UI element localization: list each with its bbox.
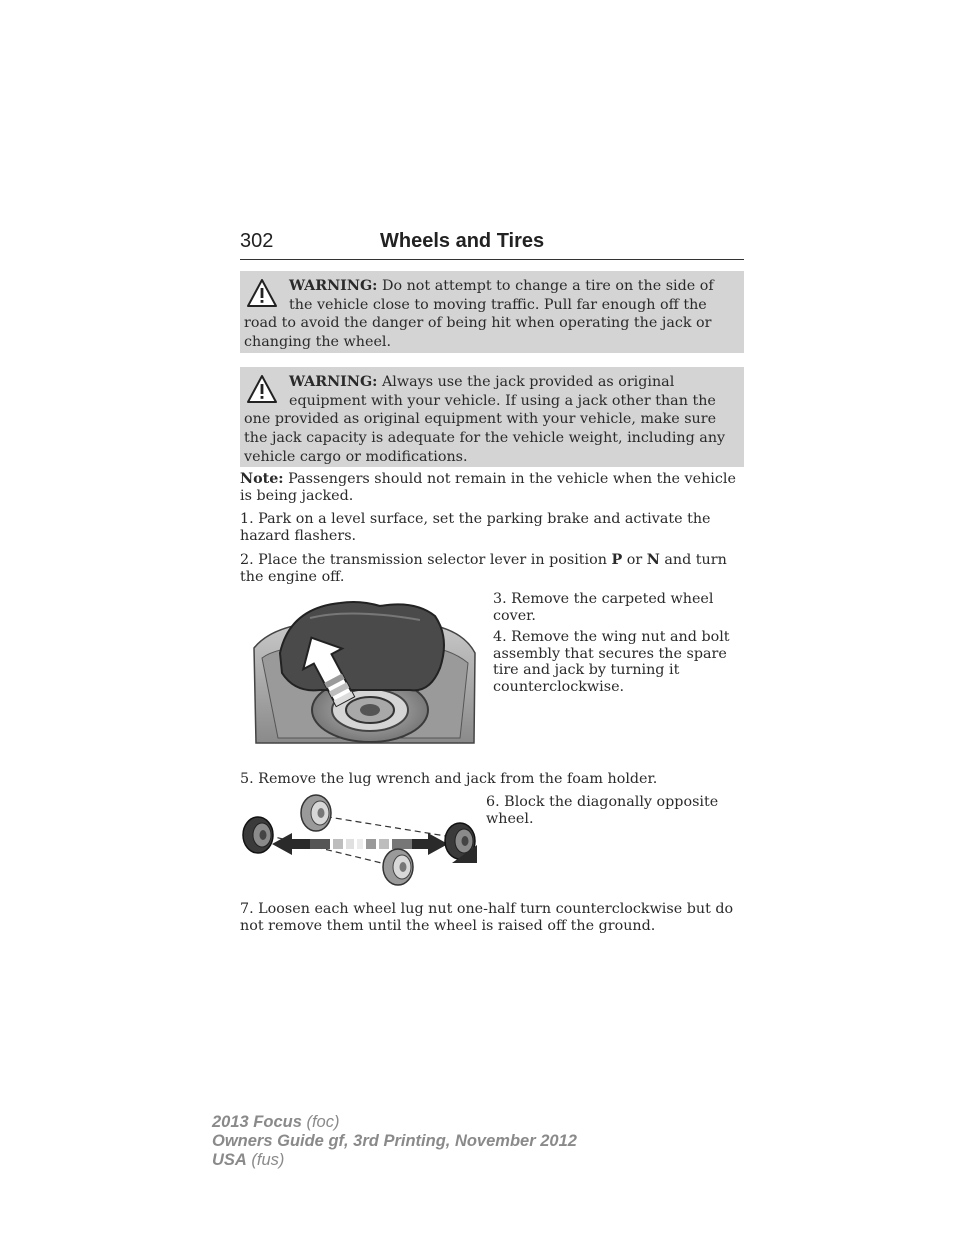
footer-market-code: (fus) bbox=[246, 1151, 285, 1169]
step-1: 1. Park on a level surface, set the parking brake and activate the hazard flashers. bbox=[240, 511, 711, 544]
gear-p: P bbox=[611, 552, 623, 568]
wheel-front-right bbox=[301, 795, 331, 831]
step-2 bbox=[240, 552, 744, 585]
footer-model-code: (foc) bbox=[301, 1113, 340, 1131]
step-6: 6. Block the diagonally opposite wheel. bbox=[486, 794, 719, 827]
step-2-end: and turn the engine off. bbox=[240, 552, 727, 585]
section-title: Wheels and Tires bbox=[380, 230, 545, 252]
wheel-rear-right-blocked bbox=[445, 823, 477, 863]
footer-line-2: Owners Guide gf, 3rd Printing, November 2012 bbox=[212, 1132, 577, 1150]
step-3: 3. Remove the carpeted wheel cover. bbox=[493, 591, 714, 624]
warning-label: WARNING: bbox=[289, 374, 378, 390]
warning-text: Do not attempt to change a tire on the side of the vehicle close to moving traffic. Pull far enough off the road to avoid the danger of being hit when operating the jack or changing the wheel. bbox=[244, 278, 714, 351]
footer-market: USA bbox=[212, 1151, 247, 1169]
footer-line-3 bbox=[212, 1151, 577, 1170]
step-4: 4. Remove the wing nut and bolt assembly that secures the spare tire and jack by turning it counterclockwise. bbox=[493, 629, 730, 695]
step-2-text: 2. Place the transmission selector lever in position bbox=[240, 552, 612, 568]
page-footer bbox=[212, 1113, 577, 1170]
footer-line-1 bbox=[212, 1113, 577, 1132]
step-2-or: or bbox=[622, 552, 647, 568]
warning-label: WARNING: bbox=[289, 278, 378, 294]
warning-triangle-icon bbox=[246, 278, 278, 308]
warning-triangle-icon bbox=[246, 374, 278, 404]
wheel-rear-left bbox=[383, 849, 413, 885]
note-paragraph bbox=[240, 471, 744, 504]
page-header bbox=[240, 228, 744, 260]
footer-model: 2013 Focus bbox=[212, 1113, 302, 1131]
note-label: Note: bbox=[240, 471, 284, 487]
page-number: 302 bbox=[240, 230, 274, 252]
warning-text: Always use the jack provided as original equipment with your vehicle. If using a jack other than the one provided as original equipment with your vehicle, make sure the jack capacity is adequate for the vehicle weight, including any vehicle cargo or modifications. bbox=[244, 374, 726, 465]
wheel-block-illustration bbox=[240, 793, 478, 887]
step-5: 5. Remove the lug wrench and jack from the foam holder. bbox=[240, 771, 658, 787]
note-text: Passengers should not remain in the vehicle when the vehicle is being jacked. bbox=[240, 471, 736, 504]
warning-box-1 bbox=[240, 271, 744, 353]
wheel-front-left bbox=[243, 817, 273, 853]
gear-n: N bbox=[646, 552, 660, 568]
step-7: 7. Loosen each wheel lug nut one-half turn counterclockwise but do not remove them until the wheel is raised off the ground. bbox=[240, 901, 734, 934]
warning-box-2 bbox=[240, 367, 744, 467]
wheel-cover-illustration bbox=[250, 598, 478, 748]
